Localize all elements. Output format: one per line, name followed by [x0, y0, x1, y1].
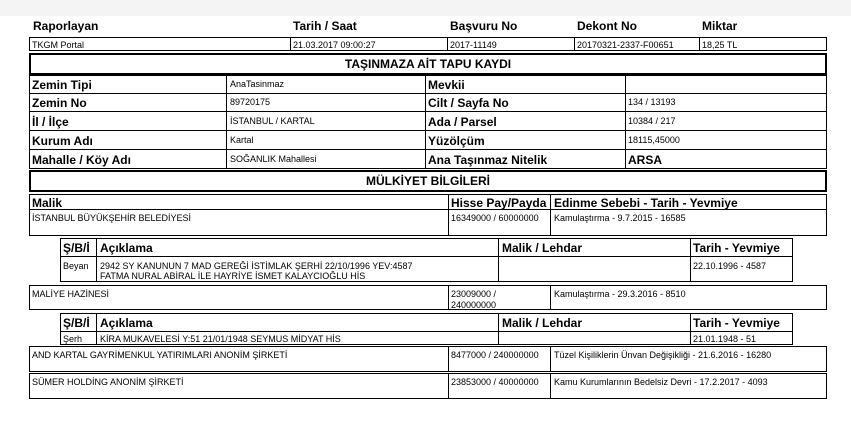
header-value-tarih-saat: 21.03.2017 09:00:27: [293, 40, 376, 50]
header-value-dekont-no: 20170321-2337-F00651: [577, 40, 674, 50]
top-band: [0, 0, 851, 16]
sub-header-sbi: Ş/B/İ: [63, 241, 90, 255]
mulkiyet-title: MÜLKİYET BİLGİLERİ: [366, 174, 490, 188]
owner-3-hisse: 8477000 / 240000000: [451, 350, 539, 360]
header-value-raporlayan: TKGM Portal: [32, 40, 85, 50]
annotation-1-tarih: 22.10.1996 - 4587: [693, 261, 767, 271]
sub-header-malik-lehdar-2: Malik / Lehdar: [502, 316, 583, 330]
tapu-label-yuzolcum: Yüzölçüm: [428, 134, 485, 148]
tapu-label-ana-nitelik: Ana Taşınmaz Nitelik: [428, 153, 548, 167]
tapu-label-cilt-sayfa: Cilt / Sayfa No: [428, 96, 509, 110]
header-value-miktar: 18,25 TL: [702, 40, 738, 50]
owner-1-edinme: Kamulaştırma - 9.7.2015 - 16585: [554, 213, 686, 223]
sub-header-sbi-2: Ş/B/İ: [63, 316, 90, 330]
tapu-value-ada-parsel: 10384 / 217: [628, 116, 676, 126]
sub-header-malik-lehdar: Malik / Lehdar: [502, 241, 583, 255]
annotation-1-aciklama-line-2: FATMA NURAL ABİRAL İLE HAYRİYE İSMET KALAYCIOĞLU HİS: [100, 271, 366, 281]
tapu-label-zemin-tipi: Zemin Tipi: [32, 78, 92, 92]
owner-1-name: İSTANBUL BÜYÜKŞEHİR BELEDİYESİ: [32, 213, 192, 223]
header-col-basvuru-no: Başvuru No: [450, 19, 518, 33]
owner-2-hisse: 23009000 / 240000000: [451, 289, 497, 310]
header-col-miktar: Miktar: [702, 19, 738, 33]
owner-3-edinme: Tüzel Kişiliklerin Ünvan Değişikliği - 21.6.2016 - 16280: [554, 350, 772, 360]
sub-header-aciklama-2: Açıklama: [100, 316, 153, 330]
annotation-2-tarih: 21.01.1948 - 51: [693, 334, 757, 344]
annotation-2-aciklama-line-1: KİRA MUKAVELESİ Y:51 21/01/1948 SEYMUS MİDYAT HİS: [100, 334, 341, 344]
tapu-label-ada-parsel: Ada / Parsel: [428, 115, 497, 129]
tapu-value-cilt-sayfa: 134 / 13193: [628, 97, 676, 107]
tapu-label-mevkii: Mevkii: [428, 78, 465, 92]
tapu-label-zemin-no: Zemin No: [32, 96, 87, 110]
owner-4-edinme: Kamu Kurumlarının Bedelsiz Devri - 17.2.2017 - 4093: [554, 377, 768, 387]
col-header-hisse: Hisse Pay/Payda: [451, 196, 547, 210]
sub-header-aciklama: Açıklama: [100, 241, 153, 255]
owner-2-edinme: Kamulaştırma - 29.3.2016 - 8510: [554, 289, 686, 299]
tapu-title: TAŞINMAZA AİT TAPU KAYDI: [344, 57, 512, 71]
owner-3-name: AND KARTAL GAYRİMENKUL YATIRIMLARI ANONİM ŞİRKETİ: [32, 350, 288, 360]
owner-2-box: [29, 285, 827, 310]
sub-header-tarih: Tarih - Yevmiye: [693, 241, 780, 255]
owner-1-hisse: 16349000 / 60000000: [451, 213, 539, 223]
header-col-tarih-saat: Tarih / Saat: [293, 19, 357, 33]
annotation-1-aciklama-line-1: 2942 SY KANUNUN 7 MAD GEREĞİ İSTİMLAK ŞERHİ 22/10/1996 YEV:4587: [100, 261, 413, 271]
tapu-value-ana-nitelik: ARSA: [628, 153, 663, 167]
annotation-1-sbi: Beyan: [63, 261, 89, 271]
annotation-2-sbi: Şerh: [63, 334, 83, 344]
tapu-value-mahalle: SOĞANLIK Mahallesi: [230, 154, 317, 164]
header-value-basvuru-no: 2017-11149: [450, 40, 497, 50]
tapu-value-zemin-no: 89720175: [230, 97, 271, 107]
owner-4-hisse: 23853000 / 40000000: [451, 377, 539, 387]
header-col-raporlayan: Raporlayan: [33, 19, 99, 33]
tapu-value-kurum-adi: Kartal: [230, 135, 254, 145]
col-header-edinme: Edinme Sebebi - Tarih - Yevmiye: [554, 196, 738, 210]
tapu-value-zemin-tipi: AnaTasinmaz: [230, 79, 285, 89]
tapu-value-il-ilce: İSTANBUL / KARTAL: [230, 116, 315, 126]
owner-2-name: MALİYE HAZİNESİ: [32, 289, 110, 299]
tapu-value-yuzolcum: 18115,45000: [628, 135, 680, 145]
col-header-malik: Malik: [32, 196, 63, 210]
header-col-dekont-no: Dekont No: [577, 19, 637, 33]
tapu-label-kurum-adi: Kurum Adı: [32, 134, 93, 148]
owner-4-name: SÜMER HOLDİNG ANONİM ŞİRKETİ: [32, 377, 184, 387]
tapu-label-mahalle: Mahalle / Köy Adı: [32, 153, 131, 167]
tapu-label-il-ilce: İl / İlçe: [32, 115, 69, 129]
sub-header-tarih-2: Tarih - Yevmiye: [693, 316, 780, 330]
